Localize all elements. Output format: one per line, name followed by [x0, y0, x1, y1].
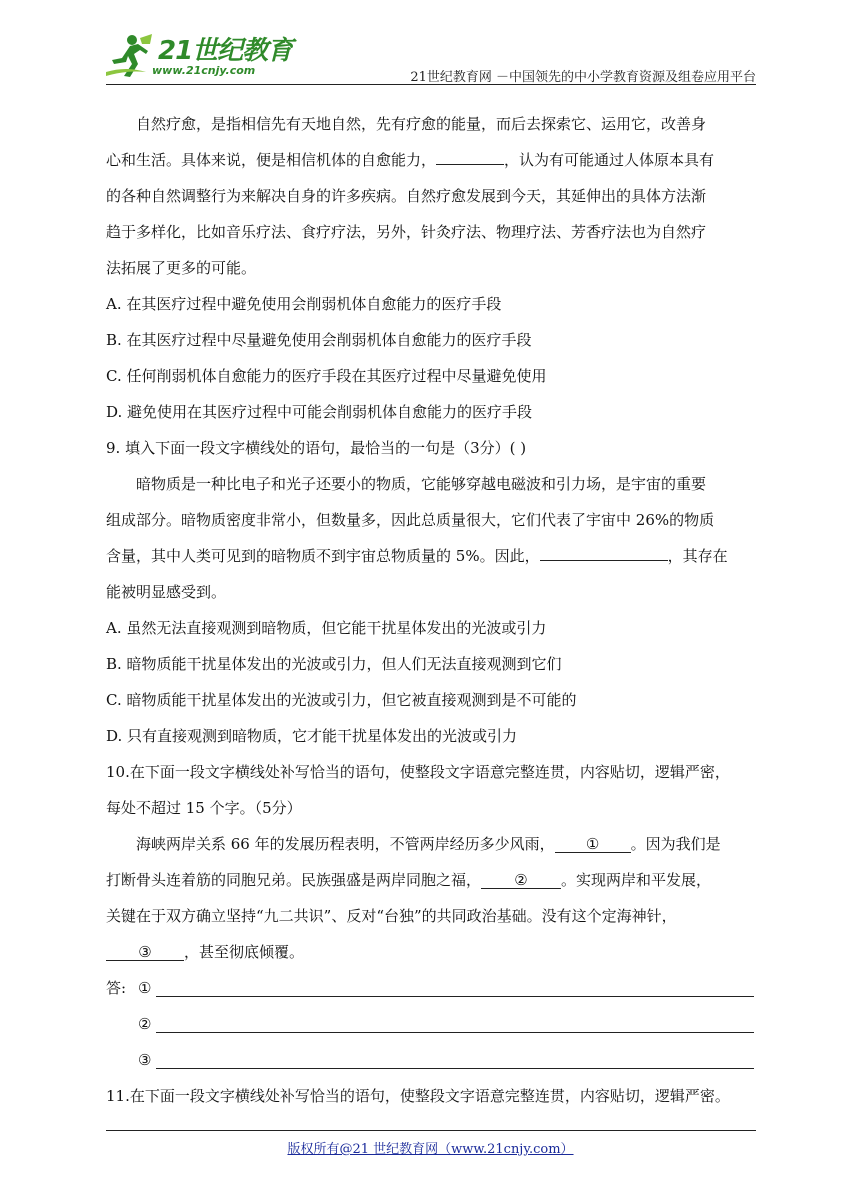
page-header	[106, 28, 756, 84]
q10-stem-line: 每处不超过 15 个字。（5分）	[106, 799, 302, 817]
answer-row-1	[106, 970, 756, 1006]
document-body	[106, 106, 756, 1114]
answer-mark: ①	[138, 979, 152, 997]
copyright-link[interactable]: 版权所有@21 世纪教育网（www.21cnjy.com）	[287, 1142, 574, 1157]
header-divider	[106, 84, 756, 85]
q10-stem-line: 10.在下面一段文字横线处补写恰当的语句，使整段文字语意完整连贯，内容贴切，逻辑严密，	[106, 763, 730, 781]
q8-option-a: A. 在其医疗过程中避免使用会削弱机体自愈能力的医疗手段	[106, 295, 502, 313]
q9-option-c: C. 暗物质能干扰星体发出的光波或引力，但它被直接观测到是不可能的	[106, 691, 577, 709]
q8-passage	[106, 106, 756, 286]
footer-divider	[106, 1130, 756, 1131]
answer-label: 答:	[106, 979, 127, 997]
q8-para-line: 趋于多样化，比如音乐疗法、食疗疗法，另外，针灸疗法、物理疗法、芳香疗法也为自然疗	[106, 223, 707, 241]
answer-row-2	[106, 1006, 756, 1042]
q8-blank	[436, 164, 504, 165]
q10-blank-1: ①	[555, 836, 631, 853]
q9-option-a: A. 虽然无法直接观测到暗物质，但它能干扰星体发出的光波或引力	[106, 619, 547, 637]
q9-option-d: D. 只有直接观测到暗物质，它才能干扰星体发出的光波或引力	[106, 727, 518, 745]
logo-title: 21世纪教育	[158, 36, 293, 66]
q10-blank-2: ②	[481, 872, 561, 889]
answer-row-3	[106, 1042, 756, 1078]
page-footer	[0, 1138, 861, 1157]
q8-para-line: 心和生活。具体来说，便是相信机体的自愈能力， ，认为有可能通过人体原本具有	[106, 151, 715, 169]
q10-para-line: 海峡两岸关系 66 年的发展历程表明，不管两岸经历多少风雨， ① 。因为我们是	[136, 835, 721, 853]
header-slogan: 21世纪教育网 －中国领先的中小学教育资源及组卷应用平台	[410, 70, 756, 85]
q8-option-c: C. 任何削弱机体自愈能力的医疗手段在其医疗过程中尽量避免使用	[106, 367, 547, 385]
q10-blank-3: ③	[106, 944, 184, 961]
q9-para-line: 含量，其中人类可见到的暗物质不到宇宙总物质量的 5%。因此， ，其存在	[106, 547, 728, 565]
q8-para-line: 的各种自然调整行为来解决自身的许多疾病。自然疗愈发展到今天，其延伸出的具体方法渐	[106, 187, 707, 205]
q10-para-line: ③ ，甚至彻底倾覆。	[106, 934, 756, 970]
q9-stem: 9. 填入下面一段文字横线处的语句，最恰当的一句是（3分）( )	[106, 439, 527, 457]
answer-line	[156, 996, 754, 997]
answer-mark: ③	[138, 1051, 152, 1069]
q8-options	[106, 286, 756, 430]
logo-url: www.21cnjy.com	[152, 64, 256, 77]
q9-para-line: 暗物质是一种比电子和光子还要小的物质，它能够穿越电磁波和引力场，是宇宙的重要	[136, 475, 707, 493]
q9-option-b: B. 暗物质能干扰星体发出的光波或引力，但人们无法直接观测到它们	[106, 655, 562, 673]
answer-line	[156, 1032, 754, 1033]
q8-option-d: D. 避免使用在其医疗过程中可能会削弱机体自愈能力的医疗手段	[106, 403, 533, 421]
q9-blank	[540, 560, 668, 561]
q9-passage	[106, 466, 756, 610]
site-logo	[106, 28, 296, 84]
answer-line	[156, 1068, 754, 1069]
q9-para-line: 组成部分。暗物质密度非常小，但数量多，因此总质量很大，它们代表了宇宙中 26%的物质	[106, 511, 715, 529]
q9-para-line: 能被明显感受到。	[106, 583, 227, 601]
q10-answer-area	[106, 970, 756, 1078]
q10-para-line: 打断骨头连着筋的同胞兄弟。民族强盛是两岸同胞之福， ② 。实现两岸和平发展，	[106, 871, 712, 889]
q10-passage	[106, 826, 756, 970]
q11-stem: 11.在下面一段文字横线处补写恰当的语句，使整段文字语意完整连贯，内容贴切，逻辑严密。	[106, 1087, 730, 1105]
answer-mark: ②	[138, 1015, 152, 1033]
q10-stem	[106, 754, 756, 826]
q8-para-line: 法拓展了更多的可能。	[106, 259, 257, 277]
q8-para-line: 自然疗愈，是指相信先有天地自然，先有疗愈的能量，而后去探索它、运用它，改善身	[136, 115, 707, 133]
q8-option-b: B. 在其医疗过程中尽量避免使用会削弱机体自愈能力的医疗手段	[106, 331, 532, 349]
runner-logo-icon	[106, 32, 158, 78]
q10-para-line: 关键在于双方确立坚持“九二共识”、反对“台独”的共同政治基础。没有这个定海神针，	[106, 907, 677, 925]
q9-options	[106, 610, 756, 754]
